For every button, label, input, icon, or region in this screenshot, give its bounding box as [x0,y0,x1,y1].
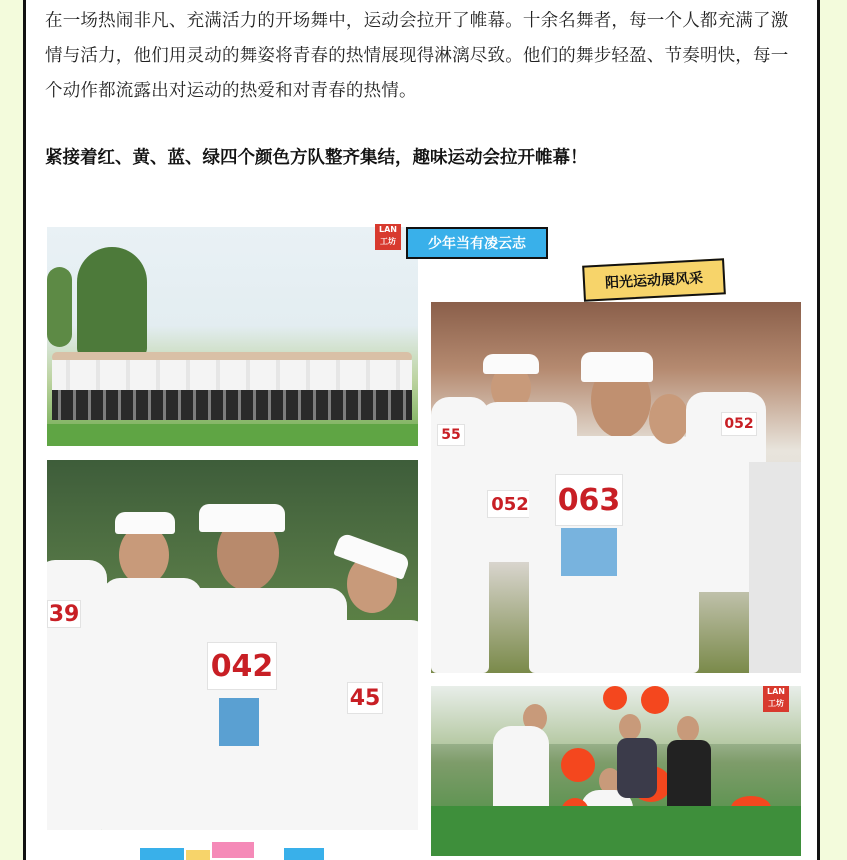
shirt-print [561,528,617,576]
bib-number: 052 [487,490,533,518]
pompom [561,748,595,782]
grass [47,424,418,446]
crowd [47,332,418,422]
participant-head [677,716,699,742]
bib-number: 063 [555,474,623,526]
bib-number: 39 [48,601,80,627]
article-card [23,0,820,860]
brand-logo: LAN 工坊 [375,224,401,250]
blurred-foreground [749,462,801,673]
participants-photo-063 [431,302,801,673]
participant-jacket [617,738,657,798]
caption-tag-yellow: 阳光运动展风采 [582,258,726,301]
visor-cap [581,352,653,382]
pompom [603,686,627,710]
decor-block-blue [284,848,324,860]
participants-photo-042 [47,460,418,830]
bold-highlight-line: 紧接着红、黄、蓝、绿四个颜色方队整齐集结，趣味运动会拉开帷幕！ [45,148,588,168]
decor-block-yellow [186,850,210,860]
group-photo-field [47,227,418,446]
shirt-print [219,698,259,746]
brand-logo: LAN 工坊 [763,686,789,712]
bib-number: 45 [347,682,383,714]
cheer-photo [431,686,801,856]
decor-block-blue [140,848,184,860]
caption-tag-blue: 少年当有凌云志 [406,227,548,259]
participant-head [119,525,169,585]
visor-cap [115,512,175,534]
grass [431,806,801,856]
participant-shirt [329,620,418,830]
participant-head [649,394,689,444]
intro-paragraph: 在一场热闹非凡、充满活力的开场舞中，运动会拉开了帷幕。十余名舞者，每一个人都充满了激情与活力，他们用灵动的舞姿将青春的热情展现得淋漓尽致。他们的舞步轻盈、节奏明快，每一个动作都流露出对运动的热爱和对青春的热情。 [45,11,789,101]
bib-number: 042 [207,642,277,690]
participant-shirt [177,588,347,830]
pompom [641,686,669,714]
participant-head [619,714,641,740]
visor-cap [199,504,285,532]
visor-cap [483,354,539,374]
bib-number: 052 [721,412,757,436]
bib-number: 55 [437,424,465,446]
